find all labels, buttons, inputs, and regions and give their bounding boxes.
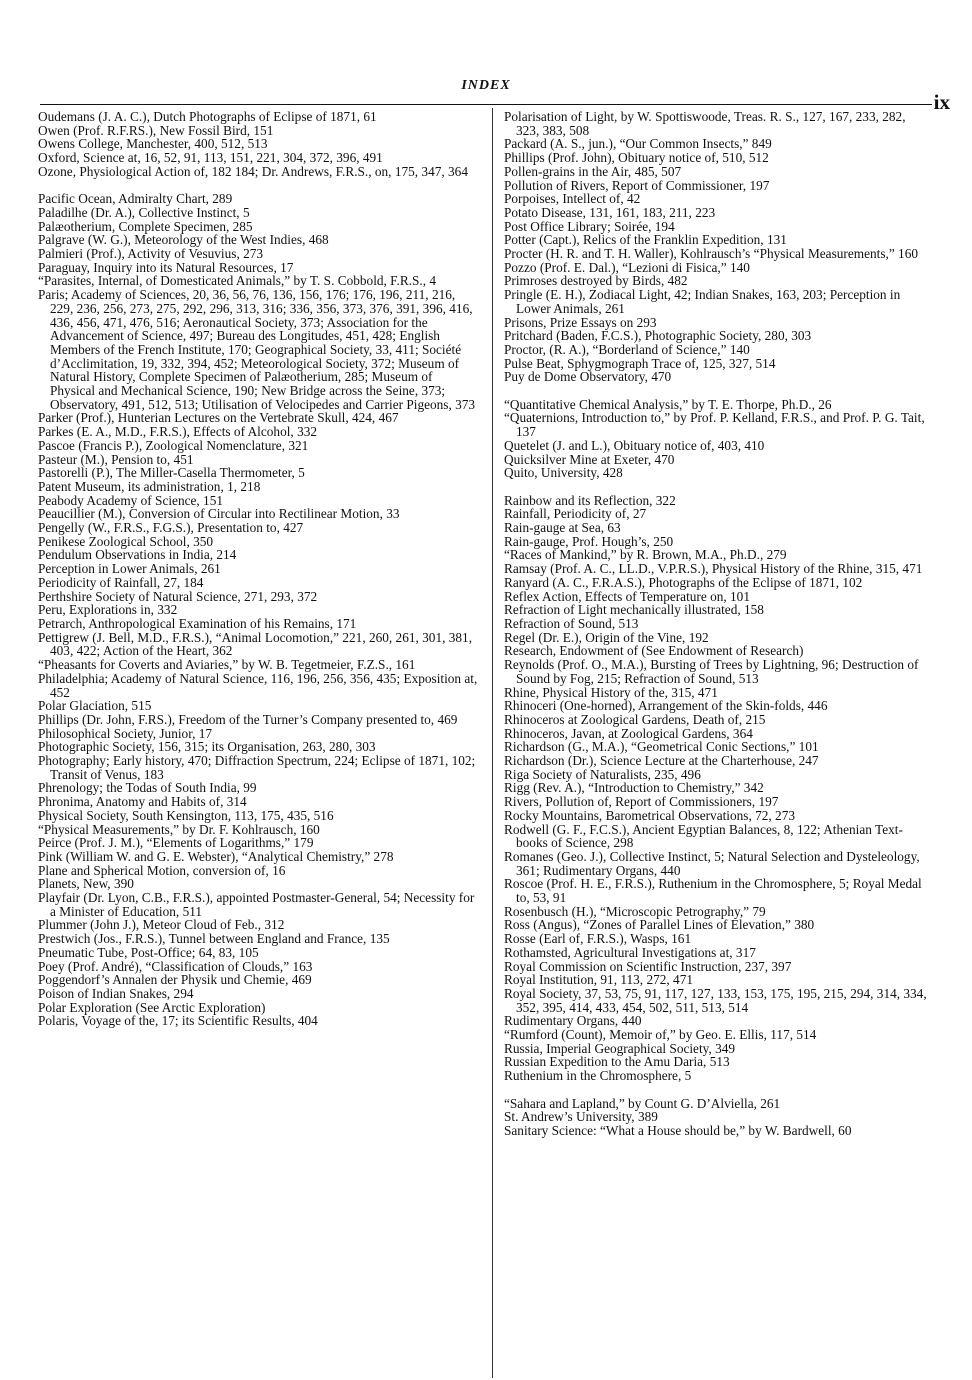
index-entry: Phrenology; the Todas of South India, 99	[38, 780, 257, 796]
index-entry: Philadelphia; Academy of Natural Science, 116, 196, 256, 356, 435; Exposition at, 452	[38, 670, 478, 700]
index-entry: Playfair (Dr. Lyon, C.B., F.R.S.), appointed Postmaster-General, 54; Necessity for a Minister of Education, 511	[38, 890, 475, 919]
header-rule	[40, 104, 932, 105]
index-entry: Refraction of Light mechanically illustrated, 158	[504, 602, 764, 618]
index-entry: Palmieri (Prof.), Activity of Vesuvius, 273	[38, 246, 264, 262]
index-entry: Pacific Ocean, Admiralty Chart, 289	[38, 191, 233, 207]
index-entry: Regel (Dr. E.), Origin of the Vine, 192	[504, 629, 709, 645]
index-entry: Ozone, Physiological Action of, 182 184; Dr. Andrews, F.R.S., on, 175, 347, 364	[38, 163, 468, 179]
index-entry: Owen (Prof. R.F.RS.), New Fossil Bird, 151	[38, 122, 274, 138]
index-entry: Peaucillier (M.), Conversion of Circular into Rectilinear Motion, 33	[38, 506, 400, 522]
index-entry: Photographic Society, 156, 315; its Organisation, 263, 280, 303	[38, 739, 376, 755]
index-entry: Pollution of Rivers, Report of Commissioner, 197	[504, 177, 770, 193]
index-entry: Pasteur (M.), Pension to, 451	[38, 451, 194, 467]
index-entry: Rudimentary Organs, 440	[504, 1013, 642, 1029]
index-entry: Poison of Indian Snakes, 294	[38, 985, 194, 1001]
index-entry: Rhinoceros, Javan, at Zoological Gardens, 364	[504, 725, 753, 741]
index-entry: Pneumatic Tube, Post-Office; 64, 83, 105	[38, 944, 259, 960]
index-entry: “Parasites, Internal, of Domesticated Animals,” by T. S. Cobbold, F.R.S., 4	[38, 273, 437, 289]
index-entry: Packard (A. S., jun.), “Our Common Insects,” 849	[504, 136, 772, 152]
index-entry: Peabody Academy of Science, 151	[38, 492, 223, 508]
index-entry: “Quaternions, Introduction to,” by Prof. P. Kelland, F.R.S., and Prof. P. G. Tait, 137	[504, 410, 925, 440]
index-entry: St. Andrew’s University, 389	[504, 1109, 658, 1125]
index-entry: Pozzo (Prof. E. Dal.), “Lezioni di Fisica,” 140	[504, 259, 750, 275]
index-entry: Perthshire Society of Natural Science, 271, 293, 372	[38, 588, 318, 604]
index-entry: Rosenbusch (H.), “Microscopic Petrography,” 79	[504, 903, 766, 919]
index-entry: Quito, University, 428	[504, 465, 623, 481]
index-entry: Puy de Dome Observatory, 470	[504, 369, 672, 385]
index-entry: Sanitary Science: “What a House should be,” by W. Bardwell, 60	[504, 1122, 852, 1138]
index-entry: Planets, New, 390	[38, 876, 134, 892]
index-entry: Ramsay (Prof. A. C., LL.D., V.P.R.S.), Physical History of the Rhine, 315, 471	[504, 561, 923, 577]
index-entry: Polaris, Voyage of the, 17; its Scientific Results, 404	[38, 1013, 318, 1029]
index-entry: Romanes (Geo. J.), Collective Instinct, 5; Natural Selection and Dysteleology, 361; Rudimentary Organs, 440	[504, 848, 920, 878]
index-entry: Reflex Action, Effects of Temperature on, 101	[504, 588, 750, 604]
index-entry: “Sahara and Lapland,” by Count G. D’Alviella, 261	[504, 1095, 781, 1111]
index-entry: Penikese Zoological School, 350	[38, 533, 214, 549]
index-entry: Rainfall, Periodicity of, 27	[504, 506, 647, 522]
index-entry: Perception in Lower Animals, 261	[38, 561, 221, 577]
index-entry: Owens College, Manchester, 400, 512, 513	[38, 136, 268, 152]
index-entry: Russia, Imperial Geographical Society, 349	[504, 1040, 736, 1056]
section-gap	[38, 179, 478, 193]
index-entry: Pulse Beat, Sphygmograph Trace of, 125, 327, 514	[504, 355, 776, 371]
index-entry: Potter (Capt.), Relics of the Franklin Expedition, 131	[504, 232, 787, 248]
index-entry: Poey (Prof. André), “Classification of Clouds,” 163	[38, 958, 313, 974]
index-entry: Parker (Prof.), Hunterian Lectures on the Vertebrate Skull, 424, 467	[38, 410, 399, 426]
index-entry: Periodicity of Rainfall, 27, 184	[38, 574, 204, 590]
index-entry: Pettigrew (J. Bell, M.D., F.R.S.), “Animal Locomotion,” 221, 260, 261, 301, 381, 403, 422; Action of the Heart, 362	[38, 629, 473, 659]
section-gap	[504, 1083, 930, 1097]
running-title: INDEX	[461, 78, 511, 93]
index-entry: Procter (H. R. and T. H. Waller), Kohlrausch’s “Physical Measurements,” 160	[504, 246, 918, 262]
index-entry: Pendulum Observations in India, 214	[38, 547, 237, 563]
index-entry: Rhinoceri (One-horned), Arrangement of the Skin-folds, 446	[504, 698, 828, 714]
index-entry: Phillips (Prof. John), Obituary notice of, 510, 512	[504, 150, 769, 166]
index-entry: Photography; Early history, 470; Diffraction Spectrum, 224; Eclipse of 1871, 102; Transit of Venus, 183	[38, 753, 476, 782]
index-entry: Royal Institution, 91, 113, 272, 471	[504, 972, 693, 988]
index-entry: Research, Endowment of (See Endowment of Research)	[504, 643, 804, 659]
index-entry: Parkes (E. A., M.D., F.R.S.), Effects of Alcohol, 332	[38, 424, 318, 440]
index-entry: Polar Glaciation, 515	[38, 698, 152, 714]
index-entry: Ross (Angus), “Zones of Parallel Lines of Elevation,” 380	[504, 917, 815, 933]
index-entry: Royal Commission on Scientific Instruction, 237, 397	[504, 958, 792, 974]
index-entry: Ranyard (A. C., F.R.A.S.), Photographs of the Eclipse of 1871, 102	[504, 574, 863, 590]
index-entry: Rhine, Physical History of the, 315, 471	[504, 684, 718, 700]
index-entry: Rain-gauge, Prof. Hough’s, 250	[504, 533, 674, 549]
section-gap	[504, 384, 930, 398]
index-column-left	[38, 110, 478, 1028]
index-column-right	[504, 110, 930, 1138]
index-entry: Post Office Library; Soirée, 194	[504, 218, 675, 234]
index-entry: Plummer (John J.), Meteor Cloud of Feb., 312	[38, 917, 285, 933]
index-entry: Rigg (Rev. A.), “Introduction to Chemistry,” 342	[504, 780, 764, 796]
index-entry: Phronima, Anatomy and Habits of, 314	[38, 794, 247, 810]
column-divider	[492, 108, 493, 1378]
index-entry: Pastorelli (P.), The Miller-Casella Thermometer, 5	[38, 465, 305, 481]
index-entry: Prisons, Prize Essays on 293	[504, 314, 657, 330]
index-entry: Rivers, Pollution of, Report of Commissioners, 197	[504, 794, 779, 810]
index-entry: “Pheasants for Coverts and Aviaries,” by W. B. Tegetmeier, F.Z.S., 161	[38, 657, 416, 673]
index-entry: Roscoe (Prof. H. E., F.R.S.), Ruthenium in the Chromosphere, 5; Royal Medal to, 53, 91	[504, 876, 922, 906]
index-entry: Pengelly (W., F.R.S., F.G.S.), Presentation to, 427	[38, 520, 304, 536]
index-entry: Royal Society, 37, 53, 75, 91, 117, 127, 133, 153, 175, 195, 215, 294, 314, 334, 352, 395, 414, 433, 454, 502, 511, 513, 514	[504, 985, 927, 1015]
index-entry: Palgrave (W. G.), Meteorology of the West Indies, 468	[38, 232, 329, 248]
index-entry: Porpoises, Intellect of, 42	[504, 191, 641, 207]
index-entry: Patent Museum, its administration, 1, 218	[38, 478, 261, 494]
index-entry: Quicksilver Mine at Exeter, 470	[504, 451, 675, 467]
index-entry: Prestwich (Jos., F.R.S.), Tunnel between England and France, 135	[38, 931, 390, 947]
index-entry: Rhinoceros at Zoological Gardens, Death of, 215	[504, 711, 766, 727]
index-entry: Polar Exploration (See Arctic Exploration)	[38, 999, 266, 1015]
index-entry: Phillips (Dr. John, F.RS.), Freedom of the Turner’s Company presented to, 469	[38, 711, 458, 727]
index-entry: “Quantitative Chemical Analysis,” by T. E. Thorpe, Ph.D., 26	[504, 396, 832, 412]
index-entry: Petrarch, Anthropological Examination of his Remains, 171	[38, 616, 357, 631]
index-entry: Pringle (E. H.), Zodiacal Light, 42; Indian Snakes, 163, 203; Perception in Lower Animals, 261	[504, 287, 901, 316]
index-entry: Proctor, (R. A.), “Borderland of Science,” 140	[504, 341, 750, 357]
index-entry: Reynolds (Prof. O., M.A.), Bursting of Trees by Lightning, 96; Destruction of Sound by Fog, 215; Refraction of Sound, 513	[504, 657, 919, 686]
index-entry: Polarisation of Light, by W. Spottiswoode, Treas. R. S., 127, 167, 233, 282, 323, 383, 508	[504, 109, 906, 138]
index-entry: Refraction of Sound, 513	[504, 615, 639, 631]
index-entry: Rothamsted, Agricultural Investigations at, 317	[504, 944, 756, 960]
index-entry: Plane and Spherical Motion, conversion of, 16	[38, 862, 286, 878]
index-entry: Rain-gauge at Sea, 63	[504, 520, 621, 536]
index-entry: Rosse (Earl of, F.R.S.), Wasps, 161	[504, 931, 692, 947]
index-entry: Primroses destroyed by Birds, 482	[504, 273, 688, 289]
index-entry: Peru, Explorations in, 332	[38, 602, 178, 618]
page-number: ix	[933, 90, 950, 114]
index-entry: Pollen-grains in the Air, 485, 507	[504, 163, 682, 179]
index-entry: Poggendorf’s Annalen der Physik und Chemie, 469	[38, 972, 312, 988]
index-entry: Potato Disease, 131, 161, 183, 211, 223	[504, 204, 716, 220]
index-entry: Physical Society, South Kensington, 113, 175, 435, 516	[38, 807, 334, 823]
index-entry: Rainbow and its Reflection, 322	[504, 492, 676, 508]
index-entry: Paris; Academy of Sciences, 20, 36, 56, 76, 136, 156, 176; 176, 196, 211, 216, 229, 236, 256, 273, 275, 292, 296, 313, 316; 336, 356, 373, 376, 391, 396, 416, 436, 456, 471, 476, 516; Aeronautical Society, 373; Association for the Advancement of Science, 497; Bureau des Longitudes, 451, 428; English Members of the French Institute, 170; Geographical Society, 33, 411; Société d’Acclimitation, 19, 332, 394, 452; Meteorological Society, 372; Museum of Natural History, Complete Specimen of Palæotherium, 285; Museum of Physical and Mechanical Science, 190; New Bridge across the Seine, 373; Observatory, 491, 512, 513; Utilisation of Velocipedes and Carrier Pigeons, 373	[38, 287, 476, 412]
index-entry: Quetelet (J. and L.), Obituary notice of, 403, 410	[504, 437, 765, 453]
index-entry: Peirce (Prof. J. M.), “Elements of Logarithms,” 179	[38, 835, 314, 851]
index-entry: “Rumford (Count), Memoir of,” by Geo. E. Ellis, 117, 514	[504, 1027, 817, 1043]
index-entry: “Physical Measurements,” by Dr. F. Kohlrausch, 160	[38, 821, 320, 837]
page-header	[0, 78, 972, 114]
index-entry: “Races of Mankind,” by R. Brown, M.A., Ph.D., 279	[504, 547, 787, 563]
index-entry: Richardson (Dr.), Science Lecture at the Charterhouse, 247	[504, 753, 819, 769]
index-entry: Palæotherium, Complete Specimen, 285	[38, 218, 253, 234]
index-entry: Pascoe (Francis P.), Zoological Nomenclature, 321	[38, 437, 309, 453]
index-entry: Pink (William W. and G. E. Webster), “Analytical Chemistry,” 278	[38, 848, 394, 864]
section-gap	[504, 480, 930, 494]
index-entry: Oudemans (J. A. C.), Dutch Photographs of Eclipse of 1871, 61	[38, 109, 377, 124]
index-entry: Rocky Mountains, Barometrical Observations, 72, 273	[504, 807, 796, 823]
index-entry: Rodwell (G. F., F.C.S.), Ancient Egyptian Balances, 8, 122; Athenian Text-books of Science, 298	[504, 821, 903, 851]
index-entry: Pritchard (Baden, F.C.S.), Photographic Society, 280, 303	[504, 328, 812, 344]
index-entry: Paraguay, Inquiry into its Natural Resources, 17	[38, 259, 294, 275]
index-entry: Philosophical Society, Junior, 17	[38, 725, 213, 741]
index-entry: Ruthenium in the Chromosphere, 5	[504, 1068, 692, 1084]
index-entry: Paladilhe (Dr. A.), Collective Instinct, 5	[38, 204, 250, 220]
index-entry: Oxford, Science at, 16, 52, 91, 113, 151, 221, 304, 372, 396, 491	[38, 150, 383, 166]
index-entry: Riga Society of Naturalists, 235, 496	[504, 766, 701, 782]
index-entry: Richardson (G., M.A.), “Geometrical Conic Sections,” 101	[504, 739, 819, 755]
index-entry: Russian Expedition to the Amu Daria, 513	[504, 1054, 730, 1070]
